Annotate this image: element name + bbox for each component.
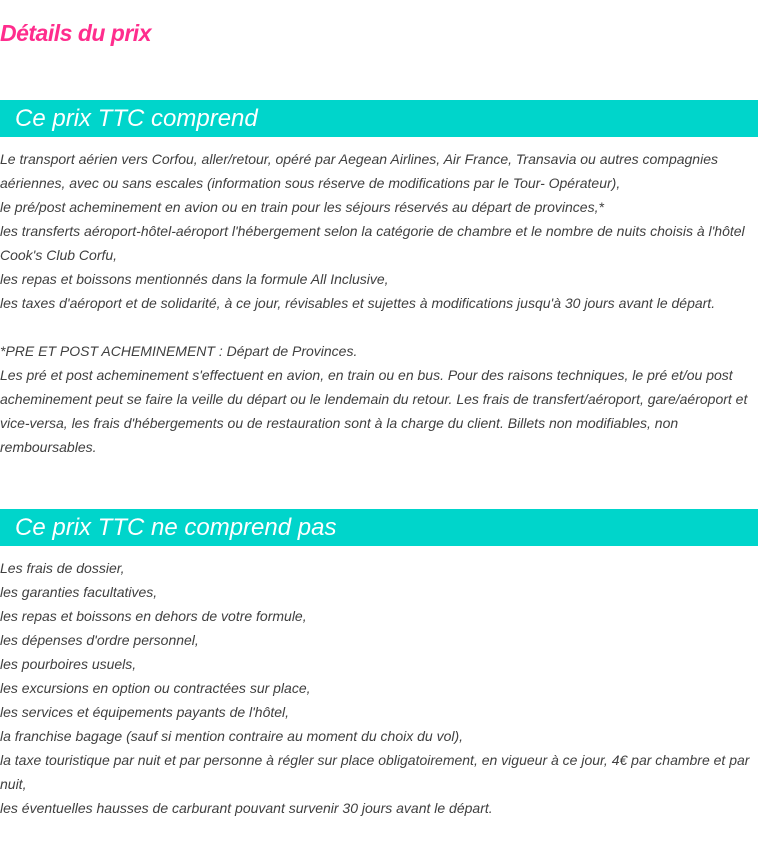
excluded-list xyxy=(0,556,758,820)
included-item: les repas et boissons mentionnés dans la formule All Inclusive, xyxy=(0,271,389,287)
included-heading: Ce prix TTC comprend xyxy=(0,100,758,137)
excluded-item: les dépenses d'ordre personnel, xyxy=(0,632,199,648)
pre-post-note xyxy=(0,339,758,459)
excluded-item: les garanties facultatives, xyxy=(0,584,158,600)
excluded-item: les éventuelles hausses de carburant pouvant survenir 30 jours avant le départ. xyxy=(0,800,493,816)
excluded-item: la taxe touristique par nuit et par personne à régler sur place obligatoirement, en vigueur à ce jour, 4€ par chambre et par nuit, xyxy=(0,752,750,792)
included-list xyxy=(0,147,758,315)
note-title: *PRE ET POST ACHEMINEMENT : Départ de Provinces. xyxy=(0,343,358,359)
excluded-heading: Ce prix TTC ne comprend pas xyxy=(0,509,758,546)
excluded-item: les pourboires usuels, xyxy=(0,656,137,672)
excluded-item: les excursions en option ou contractées sur place, xyxy=(0,680,311,696)
excluded-item: les repas et boissons en dehors de votre formule, xyxy=(0,608,307,624)
included-item: le pré/post acheminement en avion ou en train pour les séjours réservés au départ de provinces,* xyxy=(0,199,604,215)
excluded-item: la franchise bagage (sauf si mention contraire au moment du choix du vol), xyxy=(0,728,464,744)
excluded-item: Les frais de dossier, xyxy=(0,560,125,576)
excluded-item: les services et équipements payants de l'hôtel, xyxy=(0,704,290,720)
included-item: les taxes d'aéroport et de solidarité, à ce jour, révisables et sujettes à modifications jusqu'à 30 jours avant le départ. xyxy=(0,295,716,311)
note-text: Les pré et post acheminement s'effectuent en avion, en train ou en bus. Pour des raisons techniques, le pré et/ou post acheminement peut se faire la veille du départ ou le lendemain du retour. Les frais de transfert/aéroport, gare/aéroport et vice-versa, les frais d'hébergements ou de restauration sont à la charge du client. Billets non modifiables, non remboursables. xyxy=(0,367,748,455)
page-title: Détails du prix xyxy=(0,20,151,46)
included-item: Le transport aérien vers Corfou, aller/retour, opéré par Aegean Airlines, Air France, Transavia ou autres compagnies aériennes, avec ou sans escales (information sous réserve de modifications par le Tour- Opérateur), xyxy=(0,151,718,191)
included-item: les transferts aéroport-hôtel-aéroport l'hébergement selon la catégorie de chambre et le nombre de nuits choisis à l'hôtel Cook's Club Corfu, xyxy=(0,223,745,263)
